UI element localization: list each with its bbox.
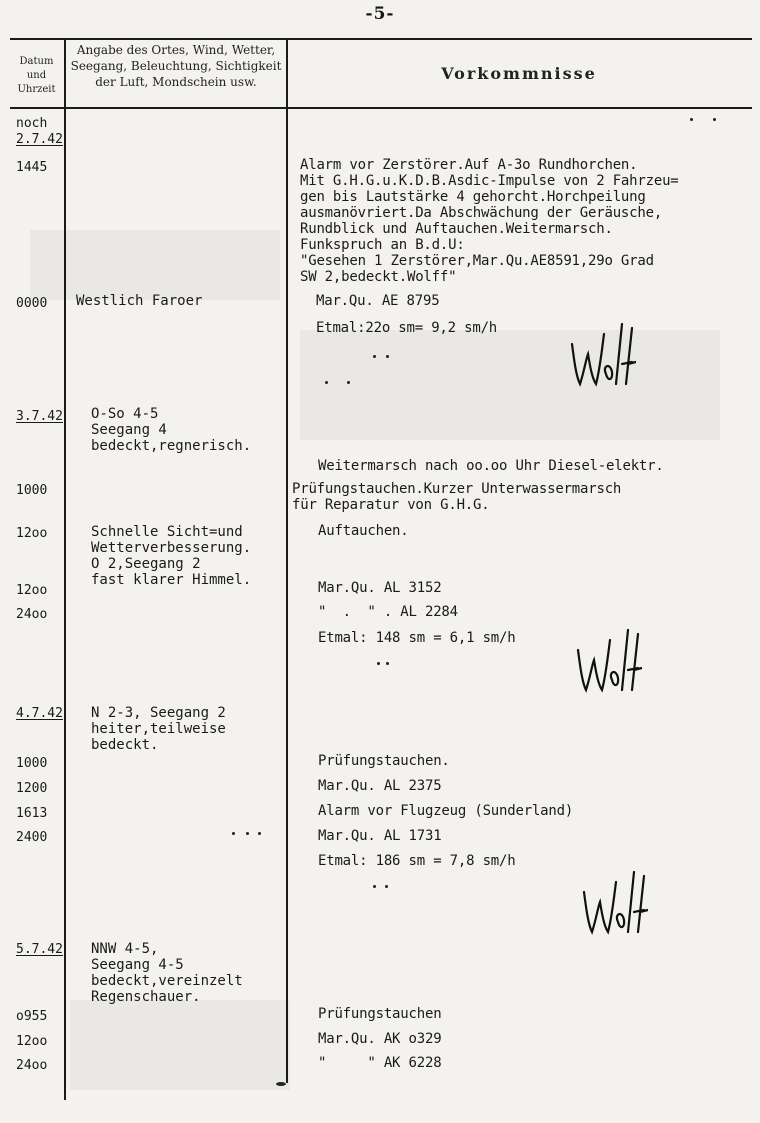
ink-speck [386,355,389,358]
header-location-weather: Angabe des Ortes, Wind, Wetter, Seegang, Beleuchtung, Sichtigkeit der Luft, Mondschein usw. [70,43,282,89]
ink-speck [690,118,693,121]
header-bottom-rule [10,107,752,109]
weather-entry: N 2-3, Seegang 2 heiter,teilweise bedeckt. [91,705,226,753]
time-cell: 2400 [16,830,48,845]
ink-speck [325,381,328,384]
page-number: -5- [365,4,395,24]
event-entry: Alarm vor Zerstörer.Auf A-3o Rundhorchen. Mit G.H.G.u.K.D.B.Asdic-Impulse von 2 Fahrzeu= gen bis Lautstärke 4 gehorcht.Horchpeilung ausmanövriert.Da Abschwächung der Geräusche, Rundblick und Auftauchen.Weitermarsch. Funkspruch an B.d.U: "Gesehen 1 Zerstörer,Mar.Qu.AE8591,29o Grad SW 2,bedeckt.Wolff" [300,157,679,285]
weather-entry: Westlich Faroer [76,293,203,309]
ink-speck [276,1082,286,1086]
bleed-through [30,230,280,300]
column-divider-1 [64,38,66,1100]
signature [578,862,648,942]
event-entry: Etmal:22o sm= 9,2 sm/h [316,320,498,336]
event-entry: Mar.Qu. AL 1731 [318,828,442,844]
event-entry: Auftauchen. [318,523,409,539]
time-cell: 1445 [16,160,48,175]
ink-speck [347,381,350,384]
event-entry: Prüfungstauchen [318,1006,442,1022]
event-entry: Mar.Qu. AL 3152 [318,580,442,596]
time-cell: 12oo [16,526,48,541]
time-cell: 1000 [16,756,48,771]
ink-speck [377,662,380,665]
signature [566,314,636,394]
event-entry: " " AK 6228 [318,1055,442,1071]
event-entry: Etmal: 148 sm = 6,1 sm/h [318,630,516,646]
event-entry: Etmal: 186 sm = 7,8 sm/h [318,853,516,869]
date-cell: 2.7.42 [16,132,63,147]
ink-speck [373,355,376,358]
event-entry: Mar.Qu. AK o329 [318,1031,442,1047]
date-cell: 5.7.42 [16,942,63,957]
event-entry: Prüfungstauchen.Kurzer Unterwassermarsch für Reparatur von G.H.G. [292,481,622,513]
weather-entry: NNW 4-5, Seegang 4-5 bedeckt,vereinzelt Regenschauer. [91,941,243,1005]
time-cell: 12oo [16,1034,48,1049]
weather-entry: Schnelle Sicht=und Wetterverbesserung. O 2,Seegang 2 fast klarer Himmel. [91,524,252,588]
time-cell: 24oo [16,607,48,622]
ink-speck [258,832,261,835]
header-date-time: Datum und Uhrzeit [17,56,56,95]
time-cell: 0000 [16,296,48,311]
header-events: Vorkommnisse [441,64,597,83]
time-cell: 1200 [16,781,48,796]
time-cell: 1000 [16,483,48,498]
header-top-rule [10,38,752,40]
bleed-through [70,1000,290,1090]
bleed-through [300,330,720,440]
ink-speck [373,885,376,888]
ink-speck [232,832,235,835]
ink-speck [713,118,716,121]
date-cell: noch [16,116,48,131]
ink-speck [386,662,389,665]
event-entry: Mar.Qu. AE 8795 [316,293,440,309]
time-cell: o955 [16,1009,48,1024]
time-cell: 1613 [16,806,48,821]
event-entry: Prüfungstauchen. [318,753,450,769]
weather-entry: O-So 4-5 Seegang 4 bedeckt,regnerisch. [91,406,252,454]
time-cell: 12oo [16,583,48,598]
event-entry: Weitermarsch nach oo.oo Uhr Diesel-elektr. [318,458,664,474]
event-entry: Mar.Qu. AL 2375 [318,778,442,794]
event-entry: " . " . AL 2284 [318,604,458,620]
column-divider-2 [286,38,288,1083]
signature [572,620,642,700]
ink-speck [246,832,249,835]
ink-speck [385,885,388,888]
date-cell: 3.7.42 [16,409,63,424]
time-cell: 24oo [16,1058,48,1073]
event-entry: Alarm vor Flugzeug (Sunderland) [318,803,574,819]
date-cell: 4.7.42 [16,706,63,721]
